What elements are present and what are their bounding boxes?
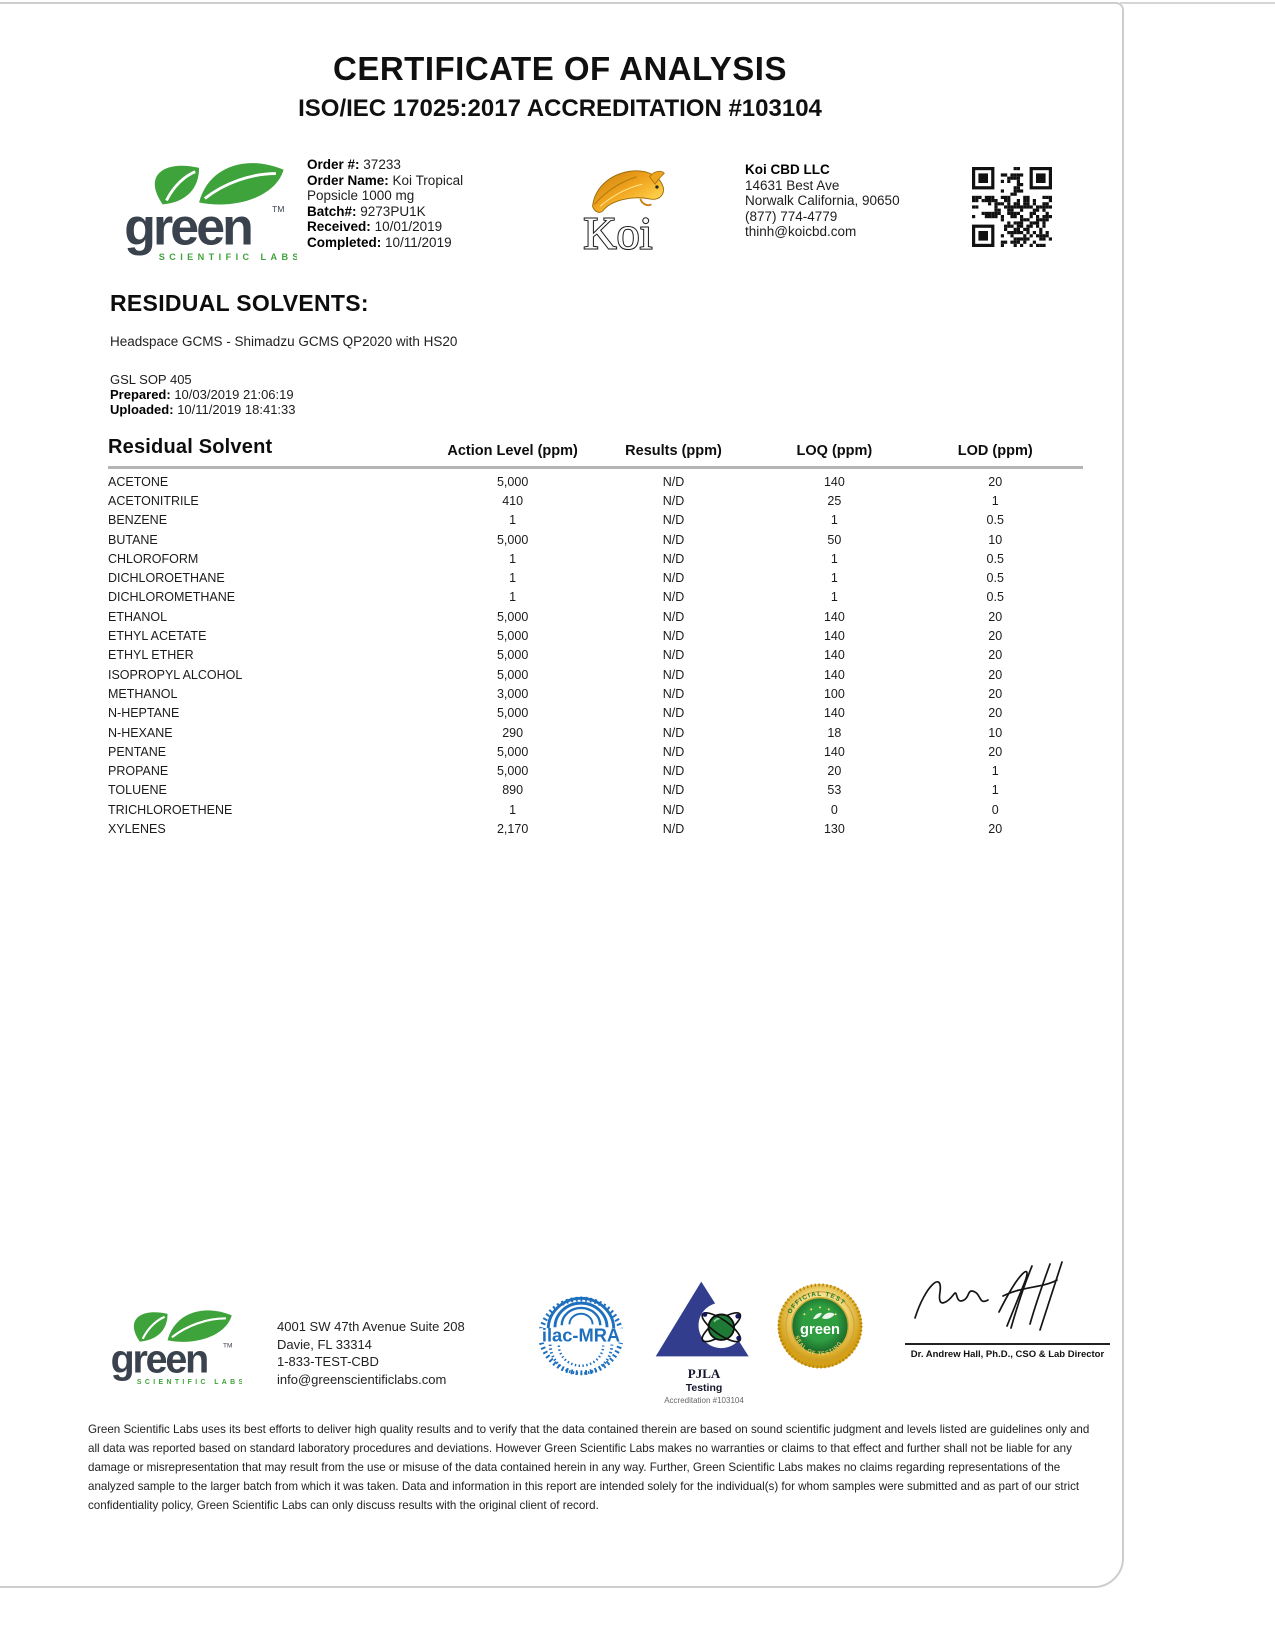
value-cell: 0.5 [986,513,1004,528]
table-row [108,468,1083,492]
column-header-results: Results (ppm) [586,436,762,468]
lab-email: info@greenscientificlabs.com [277,1371,447,1387]
value-cell: 1 [830,513,838,528]
pjla-triangle-atom-icon [652,1278,756,1360]
solvent-name-cell: PENTANE [108,744,167,759]
residual-solvents-table [108,436,1083,839]
column-header-action-level: Action Level (ppm) [440,436,586,468]
value-cell: 140 [823,706,845,721]
value-cell: N/D [662,725,685,740]
table-row [108,665,1083,684]
value-cell: 20 [827,764,842,779]
value-cell: 5,000 [496,629,529,644]
page-subtitle: ISO/IEC 17025:2017 ACCREDITATION #103104 [298,95,822,122]
value-cell: N/D [662,474,685,489]
value-cell: 5,000 [496,609,529,624]
order-number-value: 37233 [363,157,401,172]
value-cell: 3,000 [496,686,529,701]
solvent-name-cell: BUTANE [108,532,158,547]
value-cell: 10 [988,532,1003,547]
svg-text:TM: TM [272,204,285,214]
value-cell: N/D [662,629,685,644]
uploaded-label: Uploaded: [110,402,174,417]
value-cell: 1 [991,493,999,508]
value-cell: 5,000 [496,764,529,779]
table-row [108,588,1083,607]
value-cell: 20 [988,667,1003,682]
page-title: CERTIFICATE OF ANALYSIS [333,50,787,87]
svg-text:Koi: Koi [583,207,653,259]
value-cell: 1 [830,590,838,605]
green-seal-of-testing-badge [776,1280,864,1377]
completed-value: 10/11/2019 [385,234,452,250]
solvent-name-cell: DICHLOROETHANE [108,571,225,586]
solvents-table-body [108,468,1083,839]
value-cell: N/D [662,493,685,508]
pjla-accreditation-number: Accreditation #103104 [664,1396,744,1405]
value-cell: 5,000 [496,744,529,759]
value-cell: N/D [662,802,685,817]
prepared-line [110,387,296,402]
received-line [307,219,481,235]
lab-phone: 1-833-TEST-CBD [277,1354,379,1369]
order-number-label: Order #: [307,157,360,172]
value-cell: 5,000 [496,648,529,663]
value-cell: 290 [502,725,524,740]
value-cell: 140 [823,609,845,624]
table-row [108,511,1083,530]
table-row [108,723,1083,742]
table-row [108,607,1083,626]
value-cell: 53 [827,783,842,798]
order-name-line [307,173,481,204]
solvent-name-cell: XYLENES [108,821,166,836]
solvent-name-cell: N-HEPTANE [108,706,180,721]
value-cell: 890 [502,783,524,798]
table-row [108,491,1083,510]
order-number-line [307,157,481,173]
page-border-top-extension [1120,2,1275,4]
solvent-name-cell: TRICHLOROETHENE [108,802,233,817]
value-cell: 18 [827,725,842,740]
value-cell: 50 [827,532,842,547]
green-scientific-labs-logo-footer [96,1308,242,1392]
batch-line [307,204,481,220]
value-cell: 140 [823,629,845,644]
solvent-name-cell: DICHLOROMETHANE [108,590,236,605]
value-cell: 0.5 [986,571,1004,586]
uploaded-value: 10/11/2019 18:41:33 [177,402,296,417]
solvent-name-cell: ACETONE [108,474,169,489]
svg-text:green: green [124,197,251,256]
column-header-loq: LOQ (ppm) [761,436,907,468]
received-value: 10/01/2019 [374,219,443,235]
order-name-label: Order Name: [307,172,389,188]
section-title: RESIDUAL SOLVENTS: [110,290,369,316]
client-info-block [745,162,955,240]
table-row [108,684,1083,703]
table-row [108,530,1083,549]
ilac-mra-badge [528,1283,634,1388]
ilac-mra-icon [528,1283,634,1383]
seal-of-testing-icon [776,1280,864,1372]
order-info-block [307,157,481,251]
value-cell: 140 [823,648,845,663]
value-cell: N/D [662,764,685,779]
table-row [108,646,1083,665]
value-cell: N/D [662,590,685,605]
svg-text:SEAL OF TESTING: SEAL OF TESTING [793,1334,844,1358]
solvent-name-cell: BENZENE [108,513,168,528]
svg-text:ilac-MRA: ilac-MRA [541,1324,621,1346]
value-cell: N/D [662,551,685,566]
value-cell: 5,000 [496,474,529,489]
table-row [108,781,1083,800]
value-cell: N/D [662,513,685,528]
uploaded-line [110,402,296,417]
value-cell: 1 [830,571,838,586]
value-cell: 140 [823,474,845,489]
value-cell: N/D [662,667,685,682]
column-header-solvent: Residual Solvent [108,436,440,468]
koi-brand-logo [576,156,668,269]
solvent-name-cell: METHANOL [108,686,178,701]
solvent-name-cell: ISOPROPYL ALCOHOL [108,667,243,682]
completed-line [307,235,481,251]
lab-address-line2: Davie, FL 33314 [277,1336,372,1352]
table-row [108,761,1083,780]
received-label: Received: [307,219,371,235]
green-leaf-logo-icon [105,160,297,264]
lab-address-block [277,1318,465,1388]
value-cell: 100 [823,686,845,701]
value-cell: N/D [662,706,685,721]
value-cell: N/D [662,744,685,759]
solvent-name-cell: ETHANOL [108,609,168,624]
value-cell: 20 [988,686,1003,701]
pjla-testing-label: Testing [685,1382,723,1394]
value-cell: N/D [662,609,685,624]
value-cell: 130 [823,821,845,836]
disclaimer-text: Green Scientific Labs uses its best efforts to deliver high quality results and to verify that the data contained therein are based on sound scientific judgment and levels listed are guidelines only and all data was reported based on standard laboratory procedures and deviations. However Green Scientific Labs makes no warranties or claims to that effect and further shall not be liable for any damage or misrepresentation that may result from the use or misuse of the data contained herein in any way. Further, Green Scientific Labs makes no claims regarding representations of the analyzed sample to the larger batch from which it was taken. Data and information in this report are intended solely for the individual(s) for whom samples were submitted and as part of our strict confidentiality policy, Green Scientific Labs can only discuss results with the original client of record. [88,1423,1090,1512]
table-header-row [108,436,1083,468]
pjla-name: PJLA [687,1366,721,1381]
solvent-name-cell: N-HEXANE [108,725,173,740]
pjla-badge [648,1278,760,1405]
signature-rule [905,1343,1110,1345]
value-cell: 1 [991,764,999,779]
value-cell: 1 [509,802,517,817]
koi-fish-icon [576,156,668,264]
value-cell: 0 [991,802,999,817]
value-cell: 20 [988,474,1003,489]
solvent-name-cell: TOLUENE [108,783,167,798]
value-cell: N/D [662,571,685,586]
signatory-name: Dr. Andrew Hall, Ph.D., CSO & Lab Director [910,1349,1105,1360]
value-cell: 1 [991,783,999,798]
solvent-name-cell: CHLOROFORM [108,551,199,566]
value-cell: 0.5 [986,590,1004,605]
signature-block [900,1258,1115,1360]
batch-value: 9273PU1K [360,203,426,219]
value-cell: 0 [830,802,838,817]
green-scientific-labs-logo [105,160,297,269]
table-row [108,800,1083,819]
value-cell: 20 [988,609,1003,624]
order-name-value: Koi Tropical Popsicle 1000 mg [307,172,464,204]
client-phone: (877) 774-4779 [745,208,838,224]
batch-label: Batch#: [307,203,357,219]
client-email: thinh@koicbd.com [745,224,857,240]
client-address-line1: 14631 Best Ave [745,177,840,193]
table-row [108,549,1083,568]
value-cell: N/D [662,686,685,701]
value-cell: 1 [509,513,517,528]
value-cell: N/D [662,648,685,663]
prepared-value: 10/03/2019 21:06:19 [174,387,294,402]
value-cell: 20 [988,821,1003,836]
client-address-line2: Norwalk California, 90650 [745,193,900,209]
value-cell: 1 [830,551,838,566]
svg-text:TM: TM [223,1342,233,1350]
value-cell: 5,000 [496,667,529,682]
value-cell: 410 [502,493,524,508]
value-cell: 1 [509,551,517,566]
svg-text:green: green [110,1337,207,1382]
table-row [108,626,1083,645]
table-row [108,819,1083,838]
solvent-name-cell: ETHYL ACETATE [108,629,207,644]
value-cell: 140 [823,667,845,682]
value-cell: N/D [662,821,685,836]
client-name: Koi CBD LLC [745,162,830,177]
green-leaf-logo-icon [96,1308,242,1387]
qr-code [972,167,1052,252]
value-cell: 0.5 [986,551,1004,566]
sop-block [110,372,296,417]
value-cell: N/D [662,783,685,798]
value-cell: 25 [827,493,842,508]
column-header-lod: LOD (ppm) [908,436,1084,468]
completed-label: Completed: [307,234,382,250]
solvent-name-cell: ACETONITRILE [108,493,199,508]
value-cell: N/D [662,532,685,547]
qr-code-svg [972,167,1052,247]
value-cell: 1 [509,571,517,586]
signature-icon [903,1258,1113,1336]
method-description: Headspace GCMS - Shimadzu GCMS QP2020 with HS20 [110,334,458,349]
value-cell: 140 [823,744,845,759]
svg-text:OFFICIAL TEST: OFFICIAL TEST [786,1290,847,1316]
svg-text:SCIENTIFIC LABS: SCIENTIFIC LABS [136,1379,242,1386]
value-cell: 20 [988,629,1003,644]
table-row [108,742,1083,761]
table-row [108,704,1083,723]
prepared-label: Prepared: [110,387,171,402]
value-cell: 20 [988,744,1003,759]
value-cell: 2,170 [496,821,529,836]
solvent-name-cell: ETHYL ETHER [108,648,194,663]
value-cell: 5,000 [496,532,529,547]
svg-text:green: green [800,1321,840,1338]
value-cell: 10 [988,725,1003,740]
lab-address-line1: 4001 SW 47th Avenue Suite 208 [277,1319,465,1334]
value-cell: 5,000 [496,706,529,721]
table-row [108,568,1083,587]
value-cell: 20 [988,706,1003,721]
svg-text:SCIENTIFIC LABS: SCIENTIFIC LABS [158,252,297,262]
value-cell: 1 [509,590,517,605]
solvent-name-cell: PROPANE [108,764,169,779]
sop-number: GSL SOP 405 [110,372,192,387]
value-cell: 20 [988,648,1003,663]
